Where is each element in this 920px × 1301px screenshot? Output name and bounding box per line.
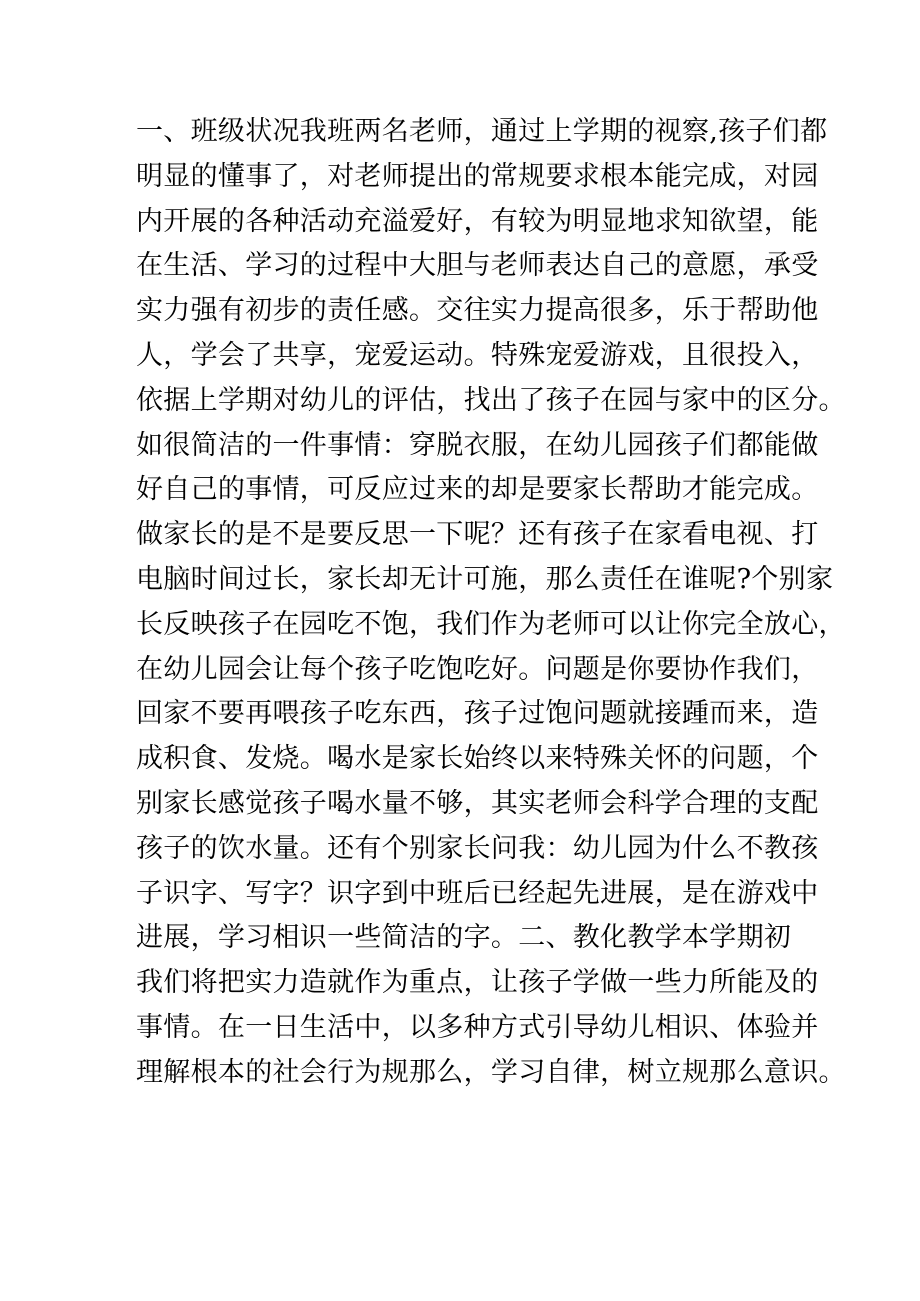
text-line: 如很简洁的一件事情：穿脱衣服，在幼儿园孩子们都能做 <box>136 429 819 461</box>
text-line: 成积食、发烧。喝水是家长始终以来特殊关怀的问题，个 <box>136 743 819 775</box>
text-line: 内开展的各种活动充溢爱好，有较为明显地求知欲望，能 <box>136 205 819 237</box>
text-line: 在幼儿园会让每个孩子吃饱吃好。问题是你要协作我们， <box>136 653 819 685</box>
text-line: 人，学会了共享，宠爱运动。特殊宠爱游戏，且很投入， <box>136 339 819 371</box>
text-line: 回家不要再喂孩子吃东西，孩子过饱问题就接踵而来，造 <box>136 698 819 730</box>
text-line: 明显的懂事了，对老师提出的常规要求根本能完成，对园 <box>136 160 819 192</box>
text-line: 做家长的是不是要反思一下呢？还有孩子在家看电视、打 <box>136 519 819 551</box>
text-line: 一、班级状况我班两名老师，通过上学期的视察,孩子们都 <box>136 116 828 147</box>
text-line: 事情。在一日生活中，以多种方式引导幼儿相识、体验并 <box>136 1011 819 1043</box>
text-line: 孩子的饮水量。还有个别家长问我：幼儿园为什么不教孩 <box>136 832 819 864</box>
text-line: 好自己的事情，可反应过来的却是要家长帮助才能完成。 <box>136 474 819 506</box>
text-line: 电脑时间过长，家长却无计可施，那么责任在谁呢?个别家 <box>136 563 834 595</box>
text-line: 我们将把实力造就作为重点，让孩子学做一些力所能及的 <box>136 967 819 999</box>
body-text <box>136 110 846 1096</box>
text-line: 理解根本的社会行为规那么，学习自律，树立规那么意识。 <box>136 1056 846 1088</box>
text-line: 实力强有初步的责任感。交往实力提高很多，乐于帮助他 <box>136 295 819 327</box>
text-line: 在生活、学习的过程中大胆与老师表达自己的意愿，承受 <box>136 250 819 282</box>
text-line: 子识字、写字？识字到中班后已经起先进展，是在游戏中 <box>136 877 819 909</box>
text-line: 进展，学习相识一些简洁的字。二、教化教学本学期初 <box>136 922 792 954</box>
text-line: 依据上学期对幼儿的评估，找出了孩子在园与家中的区分。 <box>136 384 846 416</box>
text-line: 别家长感觉孩子喝水量不够，其实老师会科学合理的支配 <box>136 787 819 819</box>
text-line: 长反映孩子在园吃不饱，我们作为老师可以让你完全放心， <box>136 608 846 640</box>
